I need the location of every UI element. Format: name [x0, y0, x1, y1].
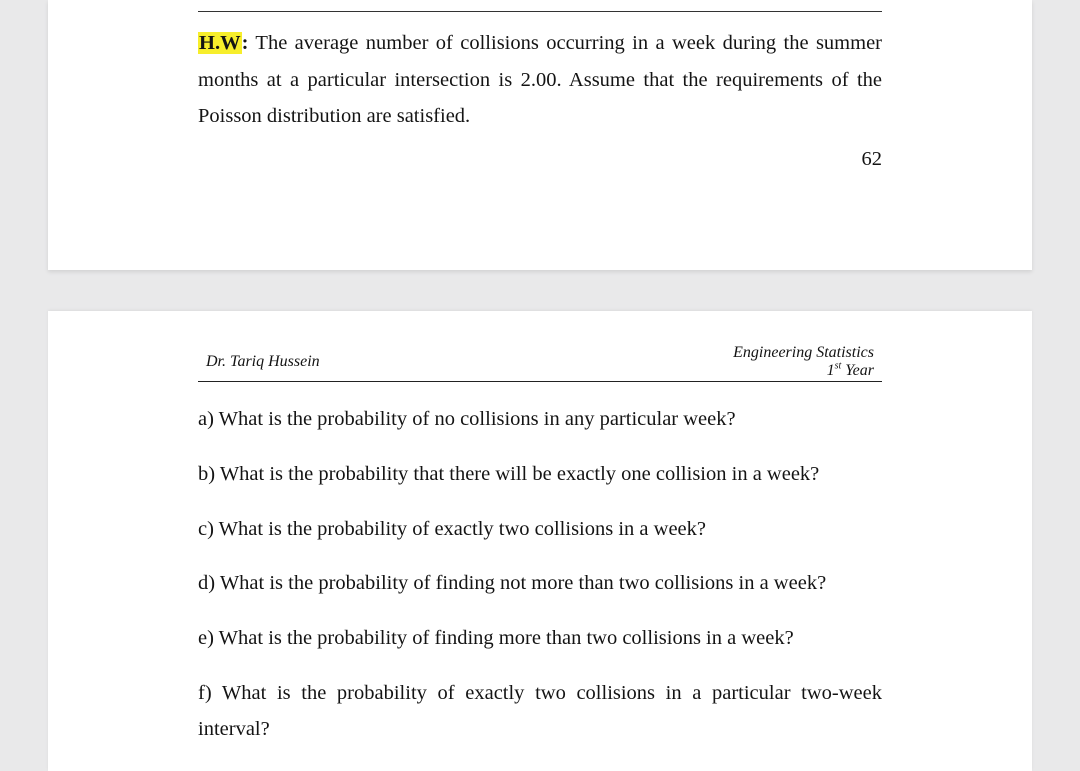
question-a: a) What is the probability of no collisions in any particular week? [198, 408, 736, 430]
header-year [733, 362, 874, 380]
document-page-top [48, 0, 1032, 270]
homework-paragraph [198, 25, 882, 135]
homework-colon: : [241, 32, 249, 54]
homework-label: H.W [199, 32, 241, 54]
header-divider-rule [198, 381, 882, 382]
question-b: b) What is the probability that there will be exactly one collision in a week? [198, 463, 820, 485]
homework-text: The average number of collisions occurring in a week during the summer months at a particular intersection is 2.00. Assume that the requirements of the Poisson distribution are satisfied. [198, 32, 882, 127]
header-year-number: 1 [826, 362, 835, 379]
header-course-block [733, 344, 874, 380]
header-year-word: Year [841, 362, 874, 379]
question-e: e) What is the probability of finding more than two collisions in a week? [198, 627, 794, 649]
header-author: Dr. Tariq Hussein [206, 353, 320, 370]
question-f [198, 675, 882, 747]
header-year-suffix: st [834, 360, 842, 372]
document-page-bottom [48, 311, 1032, 771]
question-d: d) What is the probability of finding not more than two collisions in a week? [198, 572, 827, 594]
top-divider-rule [198, 11, 882, 12]
question-f-line-2: interval? [198, 718, 270, 740]
page-number: 62 [861, 148, 882, 170]
question-f-line-1: f) What is the probability of exactly two collisions in a particular two-week [198, 682, 882, 704]
header-course: Engineering Statistics [733, 344, 874, 361]
question-c: c) What is the probability of exactly two collisions in a week? [198, 518, 706, 540]
